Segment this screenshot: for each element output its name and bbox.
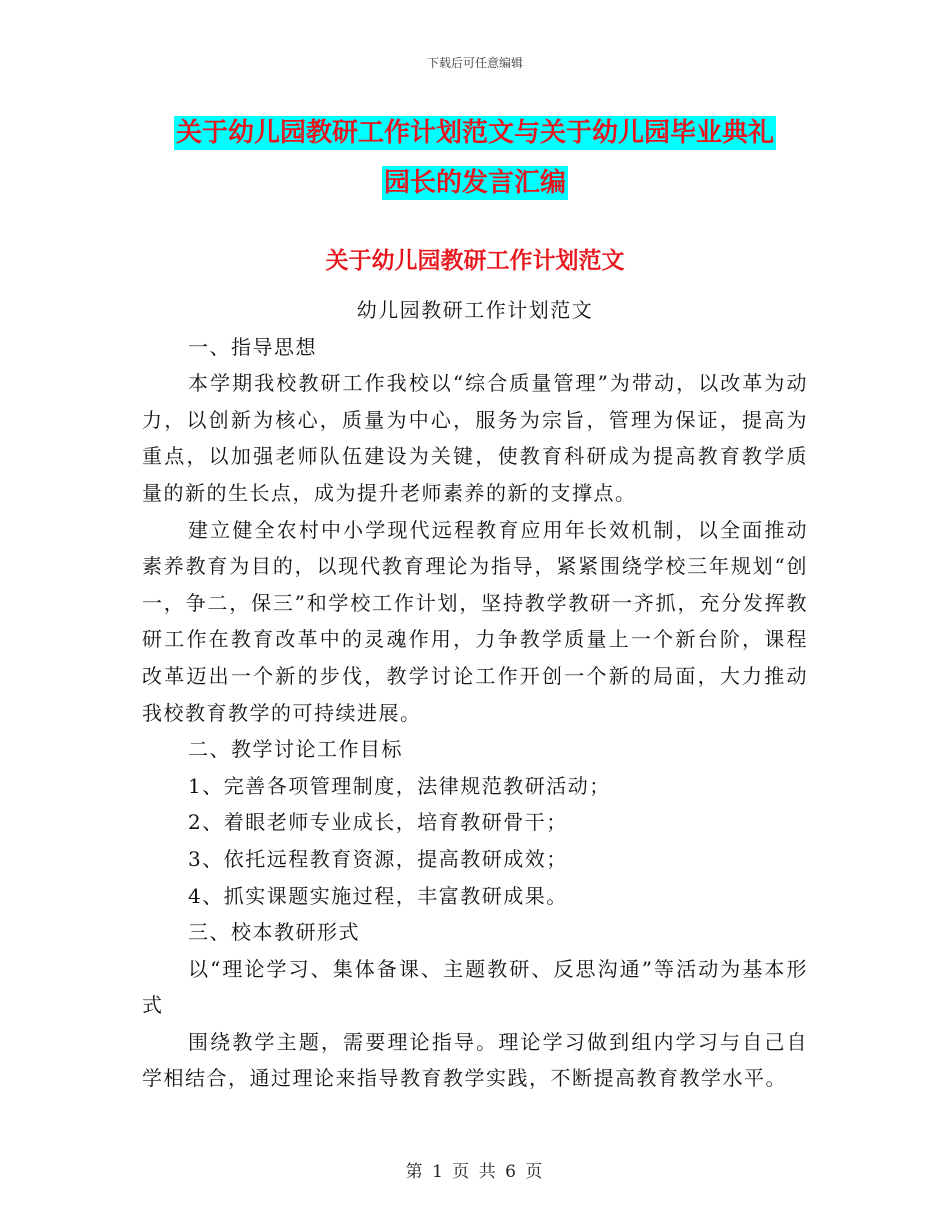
- list-item: 4、抓实课题实施过程，丰富教研成果。: [188, 883, 568, 908]
- document-title: [150, 108, 800, 208]
- list-item: 2、着眼老师专业成长，培育教研骨干；: [188, 810, 568, 835]
- heading-goals: 二、教学讨论工作目标: [188, 737, 403, 762]
- subtitle: 幼儿园教研工作计划范文: [356, 298, 594, 322]
- list-item: 1、完善各项管理制度，法律规范教研活动；: [188, 773, 611, 798]
- page-footer: 第 1 页 共 6 页: [405, 1162, 545, 1182]
- document-body: [142, 292, 808, 1097]
- paragraph: 以“理论学习、集体备课、主题教研、反思沟通”等活动为基本形式: [142, 956, 808, 1018]
- heading-guiding-thought: 一、指导思想: [188, 334, 317, 359]
- list-item: 3、依托远程教育资源，提高教研成效；: [188, 846, 568, 871]
- section-heading: 关于幼儿园教研工作计划范文: [325, 248, 625, 274]
- header-note: 下载后可任意编辑: [426, 56, 523, 70]
- paragraph: 建立健全农村中小学现代远程教育应用年长效机制，以全面推动素养教育为目的，以现代教育理论为指导，紧紧围绕学校三年规划“创一，争二，保三”和学校工作计划，坚持教学教研一齐抓，充分发挥教研工作在教育改革中的灵魂作用，力争教学质量上一个新台阶，课程改革迈出一个新的步伐，教学讨论工作开创一个新的局面，大力推动我校教育教学的可持续进展。: [142, 517, 808, 725]
- paragraph: 本学期我校教研工作我校以“综合质量管理”为带动，以改革为动力，以创新为核心，质量为中心，服务为宗旨，管理为保证，提高为重点，以加强老师队伍建设为关键，使教育科研成为提高教育教学质量的新的生长点，成为提升老师素养的新的支撑点。: [142, 371, 808, 505]
- title-line-2: 园长的发言汇编: [383, 168, 566, 198]
- paragraph: 围绕教学主题，需要理论指导。理论学习做到组内学习与自己自学相结合，通过理论来指导教育教学实践，不断提高教育教学水平。: [142, 1029, 808, 1091]
- title-line-1: 关于幼儿园教研工作计划范文与关于幼儿园毕业典礼: [175, 118, 774, 148]
- heading-forms: 三、校本教研形式: [188, 920, 360, 945]
